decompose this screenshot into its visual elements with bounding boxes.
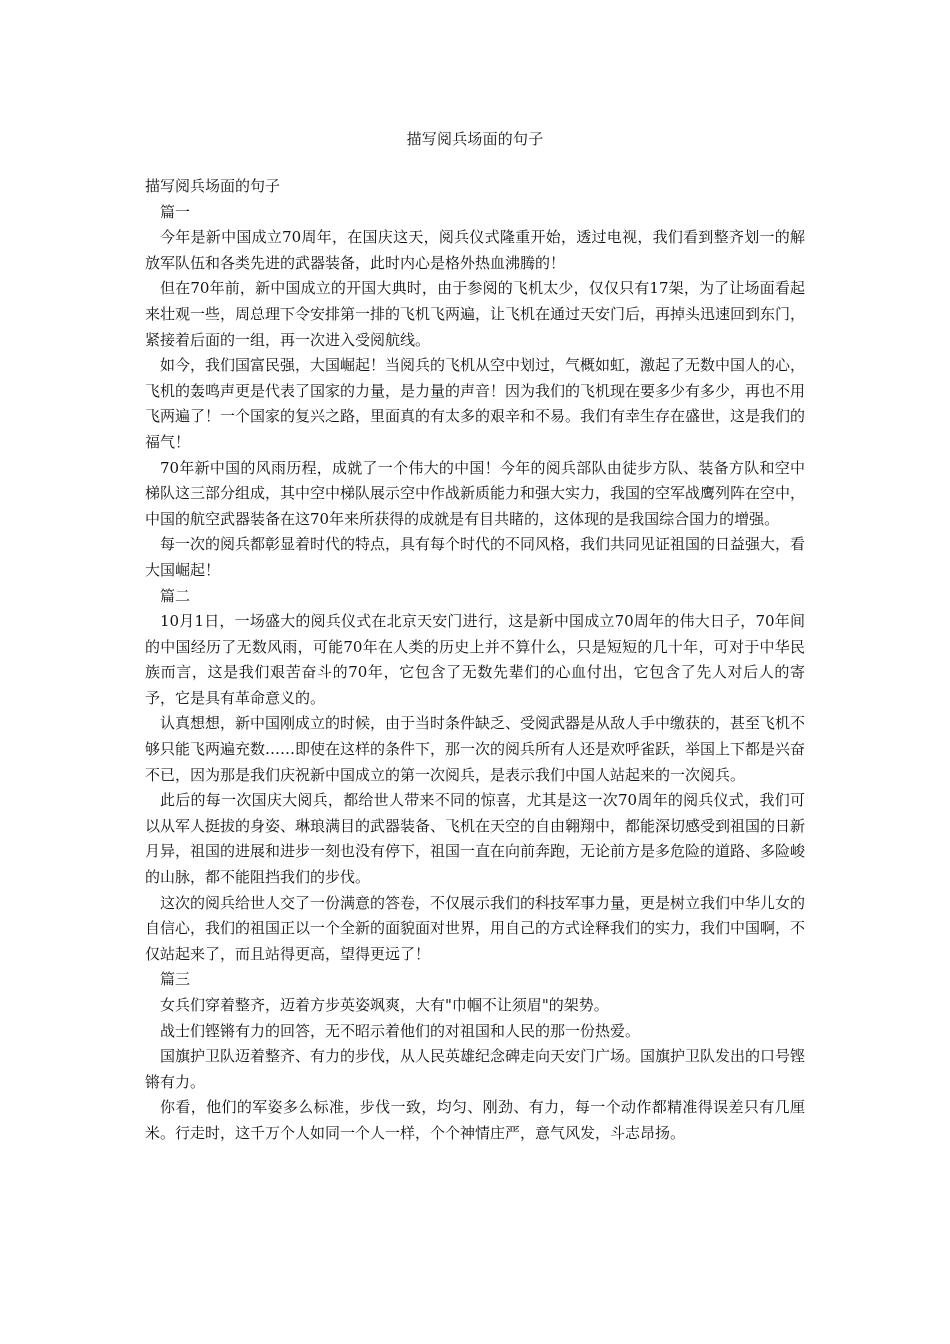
paragraph: 如今，我们国富民强，大国崛起！当阅兵的飞机从空中划过，气概如虹，激起了无数中国人的心，飞机的轰鸣声更是代表了国家的力量，是力量的声音！因为我们的飞机现在要多少有多少，再也不用飞两遍了！一个国家的复兴之路，里面真的有太多的艰辛和不易。我们有幸生存在盛世，这是我们的福气！ xyxy=(145,356,806,451)
paragraph: 战士们铿锵有力的回答，无不昭示着他们的对祖国和人民的那一份热爱。 xyxy=(160,1021,641,1040)
paragraph: 但在70年前，新中国成立的开国大典时，由于参阅的飞机太少，仅仅只有17架，为了让场面看起来壮观一些，周总理下令安排第一排的飞机飞两遍，让飞机在通过天安门后，再掉头迅速回到东门，紧接着后面的一组，再一次进入受阅航线。 xyxy=(145,279,806,349)
paragraph: 此后的每一次国庆大阅兵，都给世人带来不同的惊喜，尤其是这一次70周年的阅兵仪式，我们可以从军人挺拔的身姿、琳琅满目的武器装备、飞机在天空的自由翱翔中，都能深切感受到祖国的日新月异，祖国的进展和进步一刻也没有停下，祖国一直在向前奔跑，无论前方是多危险的道路、多险峻的山脉，都不能阻挡我们的步伐。 xyxy=(145,791,806,887)
paragraph: 这次的阅兵给世人交了一份满意的答卷，不仅展示我们的科技军事力量，更是树立我们中华儿女的自信心，我们的祖国正以一个全新的面貌面对世界，用自己的方式诠释我们的实力，我们中国啊，不仅站起来了，而且站得更高，望得更远了！ xyxy=(145,893,806,963)
paragraph: 每一次的阅兵都彰显着时代的特点，具有每个时代的不同风格，我们共同见证祖国的日益强大，看大国崛起！ xyxy=(145,535,806,579)
paragraph: 女兵们穿着整齐，迈着方步英姿飒爽，大有"巾帼不让须眉"的架势。 xyxy=(160,996,609,1014)
paragraph: 今年是新中国成立70周年，在国庆这天，阅兵仪式隆重开始，透过电视，我们看到整齐划一的解放军队伍和各类先进的武器装备，此时内心是格外热血沸腾的！ xyxy=(145,228,805,272)
section-heading-1: 篇一 xyxy=(160,202,191,221)
document-heading: 描写阅兵场面的句子 xyxy=(145,177,281,195)
document-body xyxy=(145,174,805,1147)
section-heading-3: 篇三 xyxy=(160,970,191,989)
paragraph: 认真想想，新中国刚成立的时候，由于当时条件缺乏、受阅武器是从敌人手中缴获的，甚至飞机不够只能飞两遍充数……即使在这样的条件下，那一次的阅兵所有人还是欢呼雀跃，举国上下都是兴奋不已，因为那是我们庆祝新中国成立的第一次阅兵，是表示我们中国人站起来的一次阅兵。 xyxy=(145,714,806,784)
paragraph: 10月1日，一场盛大的阅兵仪式在北京天安门进行，这是新中国成立70周年的伟大日子，70年间的中国经历了无数风雨，可能70年在人类的历史上并不算什么，只是短短的几十年，可对于中华民族而言，这是我们艰苦奋斗的70年，它包含了无数先辈们的心血付出，它包含了先人对后人的寄予，它是具有革命意义的。 xyxy=(145,612,805,707)
document-title: 描写阅兵场面的句子 xyxy=(406,130,544,148)
paragraph: 70年新中国的风雨历程，成就了一个伟大的中国！今年的阅兵部队由徒步方队、装备方队和空中梯队这三部分组成，其中空中梯队展示空中作战新质能力和强大实力，我国的空军战鹰列阵在空中，中国的航空武器装备在这70年来所获得的成就是有目共睹的，这体现的是我国综合国力的增强。 xyxy=(145,458,806,528)
paragraph: 你看，他们的军姿多么标准，步伐一致，均匀、刚劲、有力，每一个动作都精准得误差只有几厘米。行走时，这千万个人如同一个人一样，个个神情庄严，意气风发，斗志昂扬。 xyxy=(145,1098,805,1142)
section-heading-2: 篇二 xyxy=(160,586,191,605)
paragraph: 国旗护卫队迈着整齐、有力的步伐，从人民英雄纪念碑走向天安门广场。国旗护卫队发出的口号铿锵有力。 xyxy=(145,1047,806,1091)
